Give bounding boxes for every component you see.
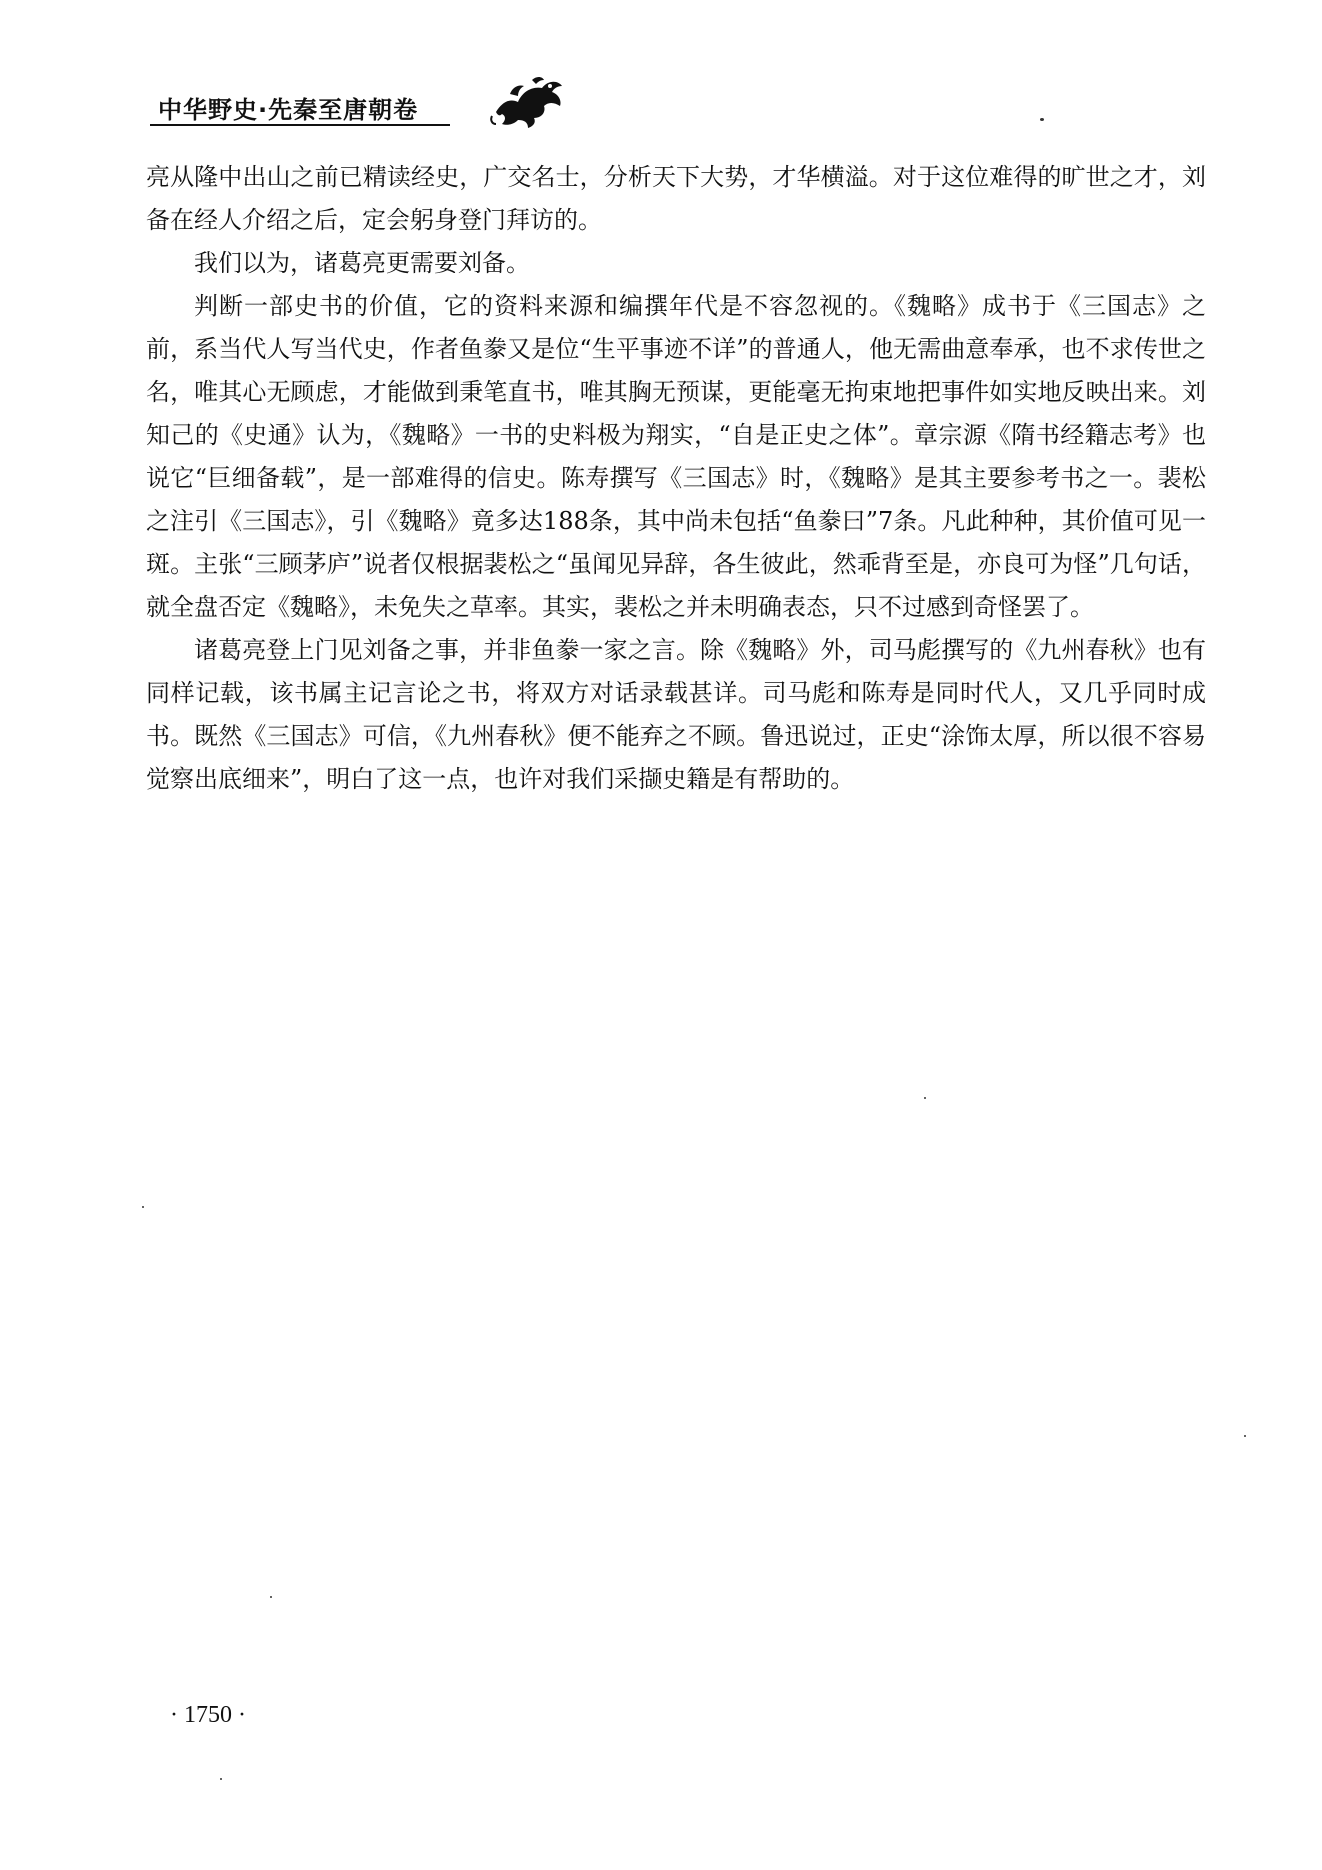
page-number: · 1750 ·	[170, 1702, 246, 1728]
dragon-emblem-icon	[488, 72, 568, 130]
scan-speck	[270, 1596, 272, 1598]
scan-speck	[220, 1778, 222, 1780]
paragraph: 我们以为，诸葛亮更需要刘备。	[194, 249, 530, 277]
paragraph: 判断一部史书的价值，它的资料来源和编撰年代是不容忽视的。《魏略》成书于《三国志》之前，系当代人写当代史，作者鱼豢又是位“生平事迹不详”的普通人，他无需曲意奉承，也不求传世之名，唯其心无顾虑，才能做到秉笔直书，唯其胸无预谋，更能毫无拘束地把事件如实地反映出来。刘知己的《史通》认为，《魏略》一书的史料极为翔实，“自是正史之体”。章宗源《隋书经籍志考》也说它“巨细备载”，是一部难得的信史。陈寿撰写《三国志》时，《魏略》是其主要参考书之一。裴松之注引《三国志》，引《魏略》竟多达188条，其中尚未包括“鱼豢曰”7条。凡此种种，其价值可见一斑。主张“三顾茅庐”说者仅根据裴松之“虽闻见异辞，各生彼此，然乖背至是，亦良可为怪”几句话，就全盘否定《魏略》，未免失之草率。其实，裴松之并未明确表态，只不过感到奇怪罢了。	[146, 292, 1206, 621]
scan-speck	[924, 1097, 926, 1099]
scan-speck	[1244, 1435, 1246, 1437]
running-header	[150, 72, 570, 132]
paragraph: 诸葛亮登上门见刘备之事，并非鱼豢一家之言。除《魏略》外，司马彪撰写的《九州春秋》也有同样记载，该书属主记言论之书，将双方对话录载甚详。司马彪和陈寿是同时代人，又几乎同时成书。既然《三国志》可信，《九州春秋》便不能弃之不顾。鲁迅说过，正史“涂饰太厚，所以很不容易觉察出底细来”，明白了这一点，也许对我们采撷史籍是有帮助的。	[146, 636, 1206, 793]
paragraph-continued: 亮从隆中出山之前已精读经史，广交名士，分析天下大势，才华横溢。对于这位难得的旷世之才，刘备在经人介绍之后，定会躬身登门拜访的。	[146, 163, 1206, 234]
scan-speck	[142, 1206, 144, 1208]
book-title: 中华野史·先秦至唐朝卷	[158, 96, 419, 124]
article-body	[146, 156, 1206, 801]
scan-speck	[1040, 118, 1044, 121]
header-rule	[150, 124, 450, 126]
